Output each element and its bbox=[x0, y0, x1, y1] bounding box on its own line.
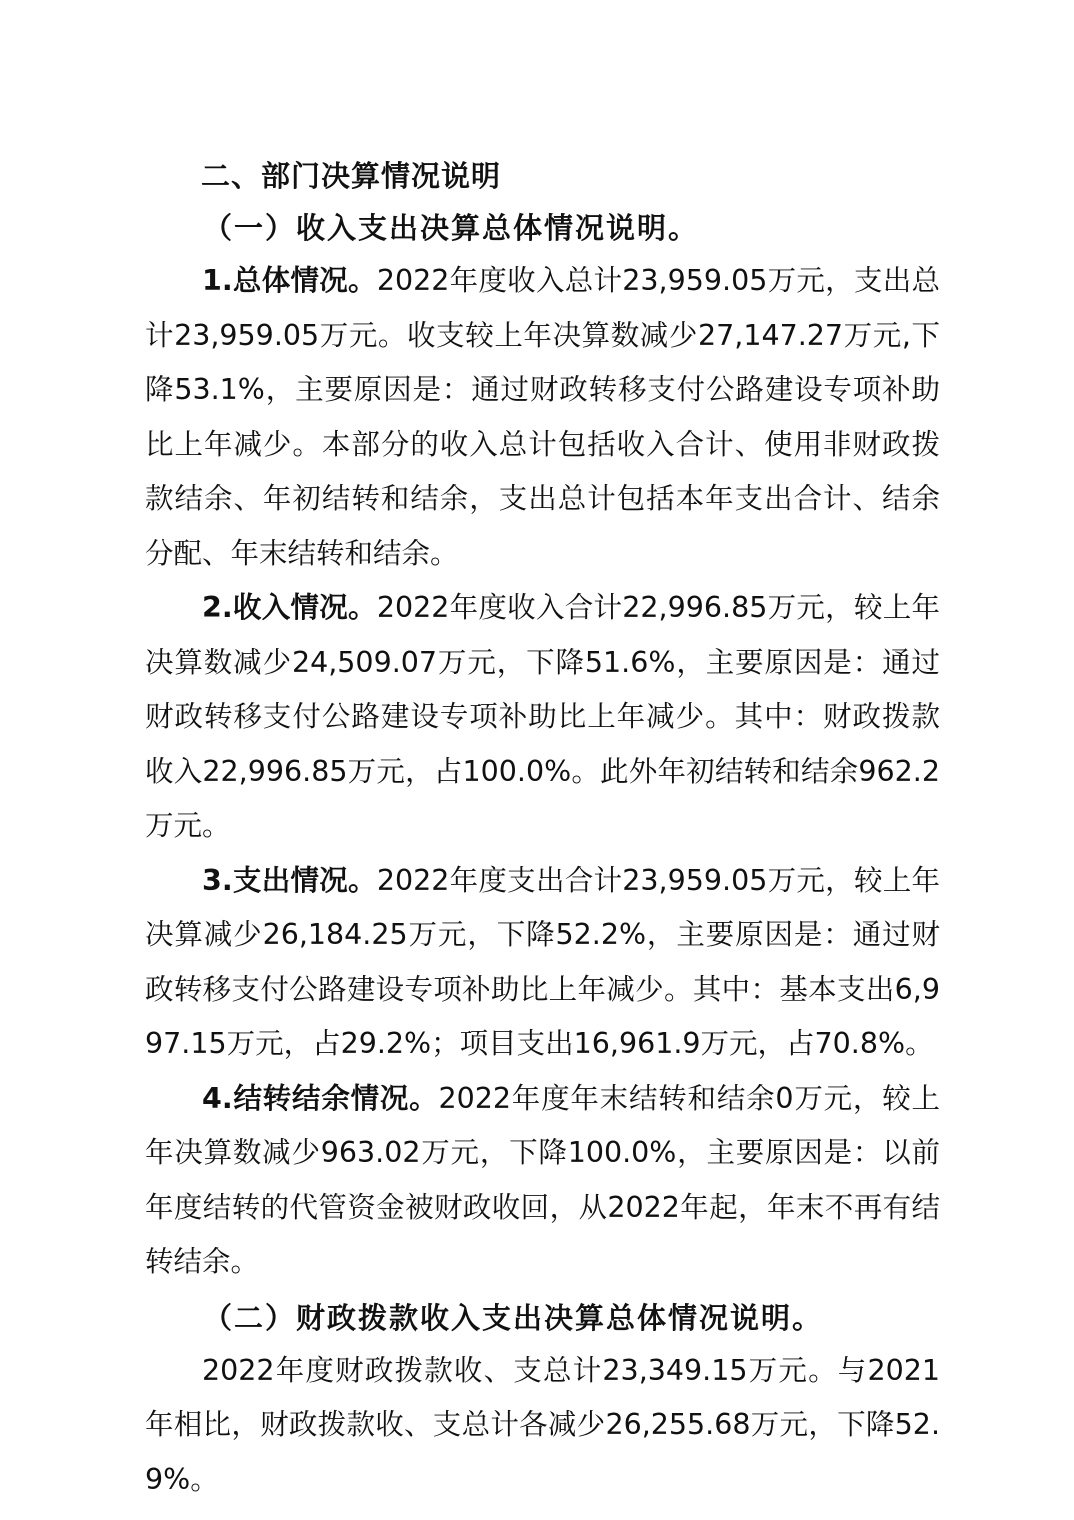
paragraph-body: 2022年度收入合计22,996.85万元，较上年决算数减少24,509.07万元，下降51.6%，主要原因是：通过财政转移支付公路建设专项补助比上年减少。其中：财政拨款收入22,996.85万元，占100.0%。此外年初结转和结余962.2万元。 bbox=[145, 591, 940, 842]
paragraph-body: 2022年度收入总计23,959.05万元，支出总计23,959.05万元。收支较上年决算数减少27,147.27万元,下降53.1%，主要原因是：通过财政转移支付公路建设专项补助比上年减少。本部分的收入总计包括收入合计、使用非财政拨款结余、年初结转和结余，支出总计包括本年支出合计、结余分配、年末结转和结余。 bbox=[145, 264, 940, 570]
paragraph-lead: 1.总体情况。 bbox=[202, 264, 377, 297]
paragraph-lead: 4.结转结余情况。 bbox=[202, 1081, 439, 1115]
paragraph-overall bbox=[145, 254, 940, 581]
paragraph-lead: 2.收入情况。 bbox=[202, 591, 377, 624]
paragraph-body: 2022年度支出合计23,959.05万元，较上年决算减少26,184.25万元，下降52.2%，主要原因是：通过财政转移支付公路建设专项补助比上年减少。其中：基本支出6,997.15万元，占29.2%；项目支出16,961.9万元，占70.8%。 bbox=[145, 863, 940, 1060]
document-page bbox=[145, 150, 940, 1507]
section-title: 二、部门决算情况说明 bbox=[201, 159, 502, 193]
paragraph-expenditure bbox=[145, 854, 940, 1072]
paragraph-income bbox=[145, 581, 940, 854]
subsection-title-2: （二）财政拨款收入支出决算总体情况说明。 bbox=[203, 1300, 824, 1335]
subsection-title-1: （一）收入支出决算总体情况说明。 bbox=[203, 211, 700, 245]
paragraph-body: 2022年度年末结转和结余0万元，较上年决算数减少963.02万元，下降100.0%，主要原因是：以前年度结转的代管资金被财政收回，从2022年起，年末不再有结转结余。 bbox=[145, 1081, 940, 1278]
paragraph-lead: 3.支出情况。 bbox=[202, 863, 377, 897]
paragraph-carryover bbox=[145, 1072, 940, 1290]
paragraph-fiscal-total: 2022年度财政拨款收、支总计23,349.15万元。与2021年相比，财政拨款收、支总计各减少26,255.68万元，下降52.9%。 bbox=[145, 1353, 940, 1496]
